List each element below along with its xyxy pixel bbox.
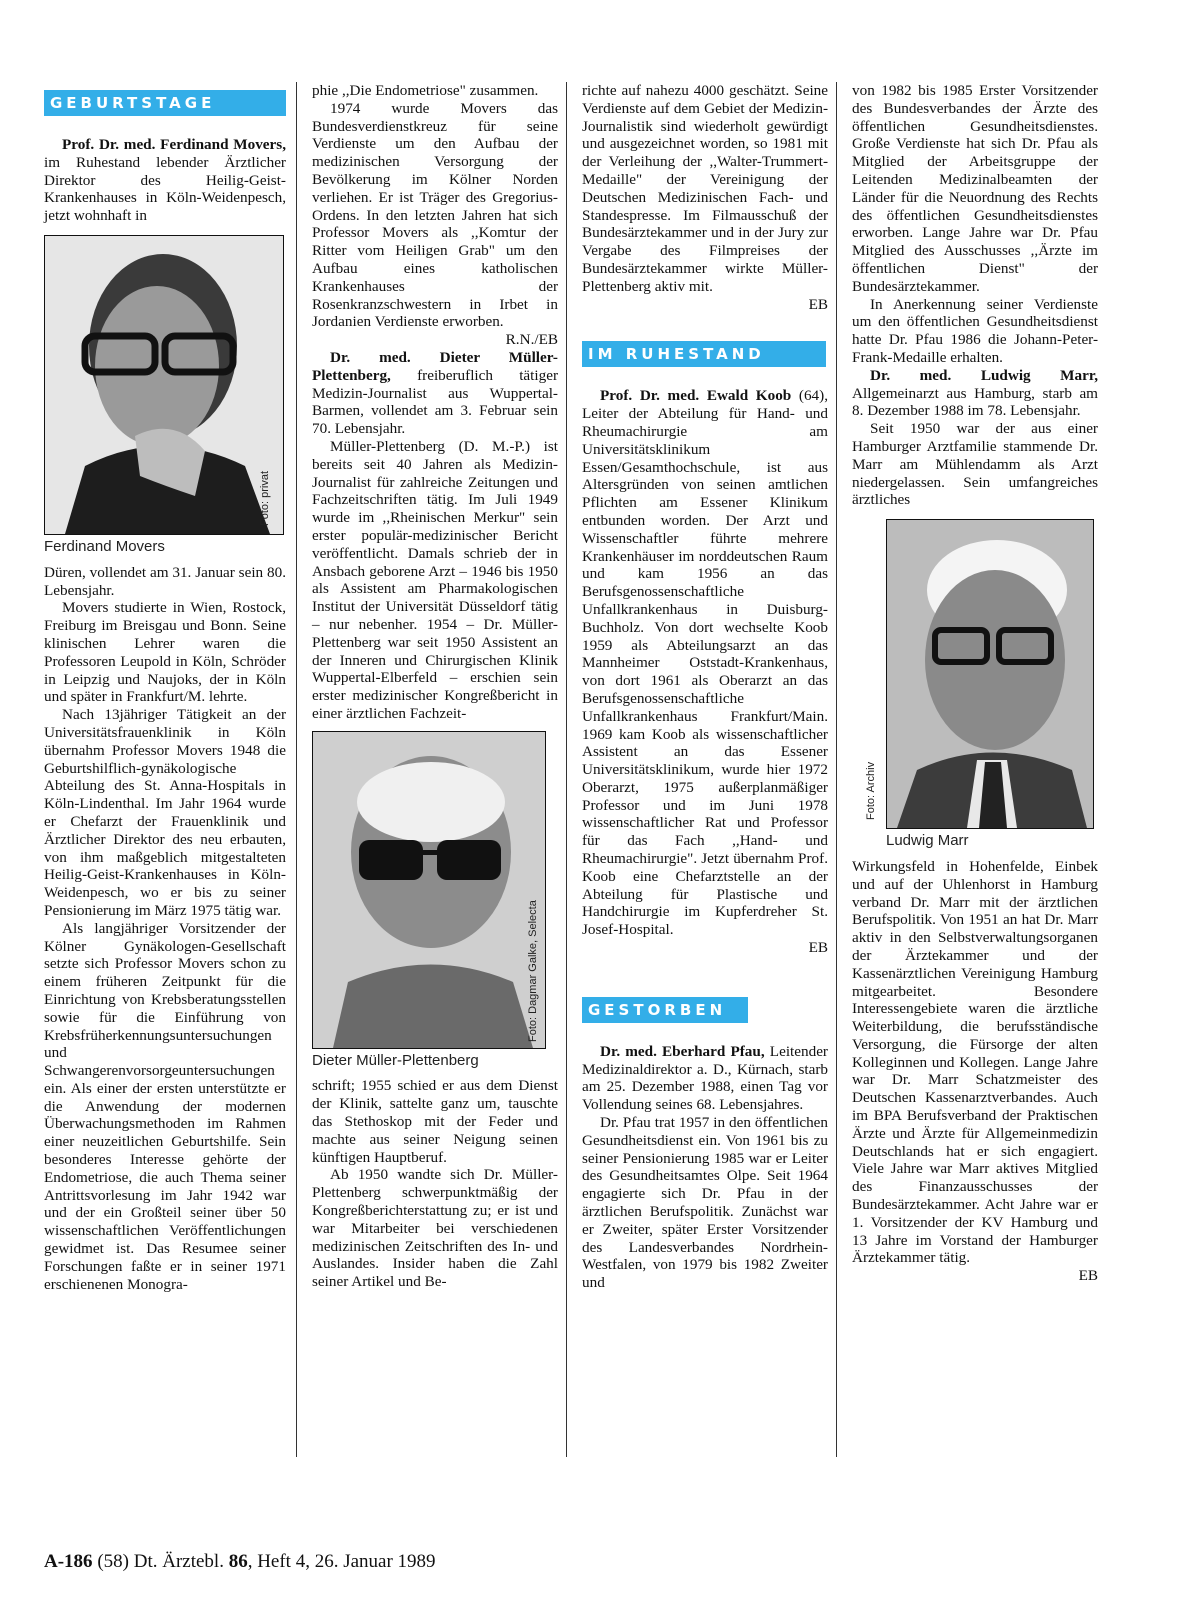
movers-p2: Movers studierte in Wien, Rostock, Freiburg im Breisgau und Bonn. Seine klinischen Lehrer waren die Professoren Leupold in Köln, Schröder in Leipzig und Naujoks, der in Köln und später in Frankfurt/M. lehrte. — [44, 599, 286, 706]
movers-name: Prof. Dr. med. Ferdinand Movers, — [62, 136, 286, 153]
pfau-p3: In Anerkennung seiner Verdienste um den öffentlichen Gesundheitsdienst hatte Dr. Pfau 1986 die Johann-Peter-Frank-Medaille erhalten. — [852, 295, 1098, 366]
photo-caption-marr: Ludwig Marr — [886, 832, 969, 850]
pfau-name: Dr. med. Eberhard Pfau, — [600, 1042, 765, 1060]
marr-name: Dr. med. Ludwig Marr, — [870, 366, 1098, 384]
movers-p4: Als langjähriger Vorsitzender der Kölner Gynäkologen-Gesellschaft setzte sich Professor Movers schon zu einem früheren Zeitpunkt für die Einrichtung von Krebsberatungsstellen sowie für die Einführung von Krebsfrüherkennungsuntersuchungen und Schwangerenvorsorgeuntersuchungen ein. Als einer der ersten unterstützte er die Anwendung der modernen Überwachungsmethoden im Rahmen einer neuzeitlichen Geburtshilfe. Sein besonderes Interesse gehörte der Endometriose, die auch Thema seiner Antrittsvorlesung im Jahr 1942 war und der ein Großteil seiner über 50 wissenschaftlichen Veröffentlichungen gewidmet ist. Das Resumee seiner Forschungen faßte er in seiner 1971 erschienenen Monogra- — [44, 919, 286, 1293]
movers-p1: Düren, vollendet am 31. Januar sein 80. Lebensjahr. — [44, 563, 286, 599]
pfau-intro-text: Leitender Medizinaldirektor a. D., Kürnach, starb am 25. Dezember 1988, einen Tag vor Vollendung seines 68. Lebensjahres. — [582, 1042, 828, 1114]
photo-credit-movers: Foto: privat — [259, 470, 271, 526]
column-2 — [312, 82, 558, 1291]
mueller-signature: EB — [808, 295, 828, 313]
footer-issue: , Heft 4, 26. Januar 1989 — [247, 1551, 436, 1572]
column-rule-3 — [836, 82, 837, 1457]
koob-intro — [582, 387, 828, 939]
mueller-intro-text: freiberuflich tätiger Medizin-Journalist aus Wuppertal-Barmen, vollendet am 3. Februar sein 70. Lebensjahr. — [312, 366, 558, 438]
section-banner-geburtstage: GEBURTSTAGE — [44, 90, 286, 116]
column-rule-1 — [296, 82, 297, 1457]
mueller-intro — [312, 349, 558, 438]
mueller-p4: richte auf nahezu 4000 geschätzt. Seine Verdienste auf dem Gebiet der Medizin-Journalistik sind wiederholt gewürdigt und ausgezeichnet worden, so 1981 mit der Verleihung der ,,Walter-Trummert-Medaille" der Vereinigung der Deutschen Medizinischen Fach- und Standespresse. Im Filmausschuß der Bundesärztekammer und in der Jury zur Vergabe des Filmpreises der Bundesärztekammer wirkte Müller-Plettenberg aktiv mit. — [582, 82, 828, 295]
photo-caption-mueller: Dieter Müller-Plettenberg — [312, 1051, 479, 1069]
pfau-intro — [582, 1043, 828, 1114]
pfau-p1: Dr. Pfau trat 1957 in den öffentlichen Gesundheitsdienst ein. Von 1961 bis zu seiner Pensionierung 1985 war er Leiter des Gesundheitsamtes Olpe. Seit 1964 engagierte sich Dr. Pfau in der ärztlichen Berufspolitik. Zunächst war er Zweiter, später Erster Vorsitzender des Landesverbandes Nordrhein-Westfalen, von 1979 bis 1982 Zweiter und — [582, 1114, 828, 1292]
page-number: A-186 — [44, 1551, 93, 1572]
pfau-p2: von 1982 bis 1985 Erster Vorsitzender des Bundesverbandes der Ärzte des öffentlichen Gesundheitsdienstes. Große Verdienste hat sich Dr. Pfau als Mitglied der Arbeitsgruppe der Leitenden Medizinalbeamten der Länder für die Neuordnung des Rechts des öffentlichen Gesundheitsdienstes erworben. Lange Jahre war Dr. Pfau Mitglied des Ausschusses ,,Ärzte im öffentlichen Dienst" der Bundesärztekammer. — [852, 82, 1098, 295]
footer-journal: (58) Dt. Ärztebl. — [92, 1551, 229, 1572]
column-1 — [44, 90, 286, 1293]
movers-p6: 1974 wurde Movers das Bundesverdienstkreuz für seine Verdienste um den Aufbau der medizinischen Versorgung der Bevölkerung im Kölner Norden verliehen. Er ist Träger des Gregorius-Ordens. In den letzten Jahren hat sich Professor Movers als ,,Komtur der Ritter vom Heiligen Grab" um den Aufbau eines katholischen Krankenhauses der Rosenkranzschwestern in Irbet in Jordanien Verdienste erworben. — [312, 99, 558, 331]
marr-signature: EB — [1078, 1267, 1098, 1285]
movers-signature: R.N./EB — [505, 331, 558, 349]
photo-credit-mueller: Foto: Dagmar Galke, Selecta — [527, 899, 539, 1042]
column-3 — [582, 82, 828, 1292]
column-rule-2 — [566, 82, 567, 1457]
photo-ferdinand-movers — [44, 235, 284, 535]
mueller-p3: Ab 1950 wandte sich Dr. Müller-Plettenberg schwerpunktmäßig der Kongreßberichterstattung zu; er ist und war Mitarbeiter bei verschiedenen medizinischen Zeitschriften des In- und Auslandes. Insider haben die Zahl seiner Artikel und Be- — [312, 1166, 558, 1291]
photo-ludwig-marr — [865, 519, 1094, 829]
koob-signature: EB — [808, 939, 828, 957]
photo-caption-movers: Ferdinand Movers — [44, 537, 165, 555]
section-banner-im-ruhestand: IM RUHESTAND — [582, 341, 826, 367]
mueller-p1: Müller-Plettenberg (D. M.-P.) ist bereits seit 40 Jahren als Medizin-Journalist für zahlreiche Zeitungen und Fachzeitschriften tätig. Im Juli 1949 wurde im ,,Rheinischen Merkur" sein erster populär-medizinischer Bericht veröffentlicht. Damals schrieb der in Ansbach geborene Arzt – 1946 bis 1950 als Assistent am Pharmakologischen Institut der Universität Düsseldorf tätig – nur nebenher. 1954 – Dr. Müller-Plettenberg war seit 1950 Assistent an der Inneren und Chirurgischen Klinik Wuppertal-Elberfeld – erschien sein erster medizinischer Kongreßbericht in einer ärztlichen Fachzeit- — [312, 437, 558, 722]
movers-p5: phie ,,Die Endometriose" zusammen. — [312, 82, 539, 99]
section-banner-gestorben: GESTORBEN — [582, 997, 748, 1023]
marr-p1: Seit 1950 war der aus einer Hamburger Arztfamilie stammende Dr. Marr am Mühlendamm als Arzt niedergelassen. Sein umfangreiches ärztliches — [852, 420, 1098, 509]
footer-volume: 86 — [228, 1551, 248, 1572]
column-4 — [852, 82, 1098, 1285]
mueller-p2: schrift; 1955 schied er aus dem Dienst der Klinik, sattelte ganz um, tauschte das Stethoskop mit der Feder und machte aus seiner Neigung seinen künftigen Hauptberuf. — [312, 1077, 558, 1166]
movers-intro-text: im Ruhestand lebender Ärztlicher Direktor des Heilig-Geist-Krankenhauses in Köln-Weidenpesch, jetzt wohnhaft in — [44, 153, 286, 225]
mueller-name: Dr. med. Dieter Müller-Plettenberg, — [312, 348, 558, 384]
marr-p2: Wirkungsfeld in Hohenfelde, Einbek und auf der Uhlenhorst in Hamburg verband Dr. Marr mit der ärztlichen Berufspolitik. Von 1951 an hat Dr. Marr aktiv in den Selbstverwaltungsorganen der Ärztekammer und der Kassenärztlichen Vereinigung Hamburg mitgearbeitet. Besondere Interessengebiete waren die ärztliche Weiterbildung, die berufsständische Versorgung, die Fürsorge der alten Kolleginnen und Kollegen. Lange Jahre war Dr. Marr Schatzmeister des Deutschen Kassenarztverbandes. Auch im BPA Berufsverband der Praktischen Ärzte und Ärzte für Allgemeinmedizin Deutschlands hat er sich engagiert. Viele Jahre war Marr aktives Mitglied des Finanzausschusses der Bundesärztekammer. Acht Jahre war er 1. Vorsitzender der KV Hamburg und 13 Jahre im Vorstand der Hamburger Ärztekammer tätig. — [852, 857, 1098, 1267]
movers-p3: Nach 13jähriger Tätigkeit an der Universitätsfrauenklinik in Köln übernahm Professor Movers 1948 die Geburtshilflich-gynäkologische Abteilung des St. Anna-Hospitals in Köln-Lindenthal. Im Jahr 1964 wurde er Chefarzt der Frauenklinik und Ärztlicher Direktor des neu erbauten, von ihm maßgeblich mitgestalteten Heilig-Geist-Krankenhauses in Köln-Weidenpesch, wo er bis zu seiner Pensionierung im März 1975 tätig war. — [44, 706, 286, 919]
page-footer — [44, 1551, 436, 1573]
photo-credit-marr: Foto: Archiv — [865, 762, 877, 821]
koob-text: (64), Leiter der Abteilung für Hand- und Rheumachirurgie am Universitätsklinikum Essen/Gesamthochschule, ist aus Altersgründen von seinen amtlichen Pflichten am Essener Klinikum entbunden worden. Der Arzt und Wissenschaftler führte mehrere Krankenhäuser im norddeutschen Raum und kam 1956 an das Berufsgenossenschaftliche Unfallkrankenhaus in Duisburg-Buchholz. Von dort wechselte Koob 1959 als Abteilungsarzt an das Mannheimer Oststadt-Krankenhaus, von dort 1961 als Oberarzt an das Berufsgenossenschaftliche Unfallkrankenhaus Frankfurt/Main. 1969 kam Koob als wissenschaftlicher Assistent an das Essener Universitätsklinikum, wurde hier 1972 Oberarzt, 1975 außerplanmäßiger Professor und im Juni 1978 wissenschaftlicher Rat und Professor für das Fach ,,Hand- und Rheumachirurgie". Jetzt übernahm Prof. Koob eine Chefarztstelle an der Abteilung für Plastische und Handchirurgie im Kupferdreher St. Josef-Hospital. — [582, 387, 828, 939]
koob-name: Prof. Dr. med. Ewald Koob — [600, 387, 792, 405]
photo-dieter-mueller-plettenberg — [312, 731, 546, 1049]
marr-intro — [852, 367, 1098, 420]
marr-intro-text: Allgemeinarzt aus Hamburg, starb am 8. Dezember 1988 im 78. Lebensjahr. — [852, 384, 1098, 420]
movers-intro — [44, 136, 286, 225]
